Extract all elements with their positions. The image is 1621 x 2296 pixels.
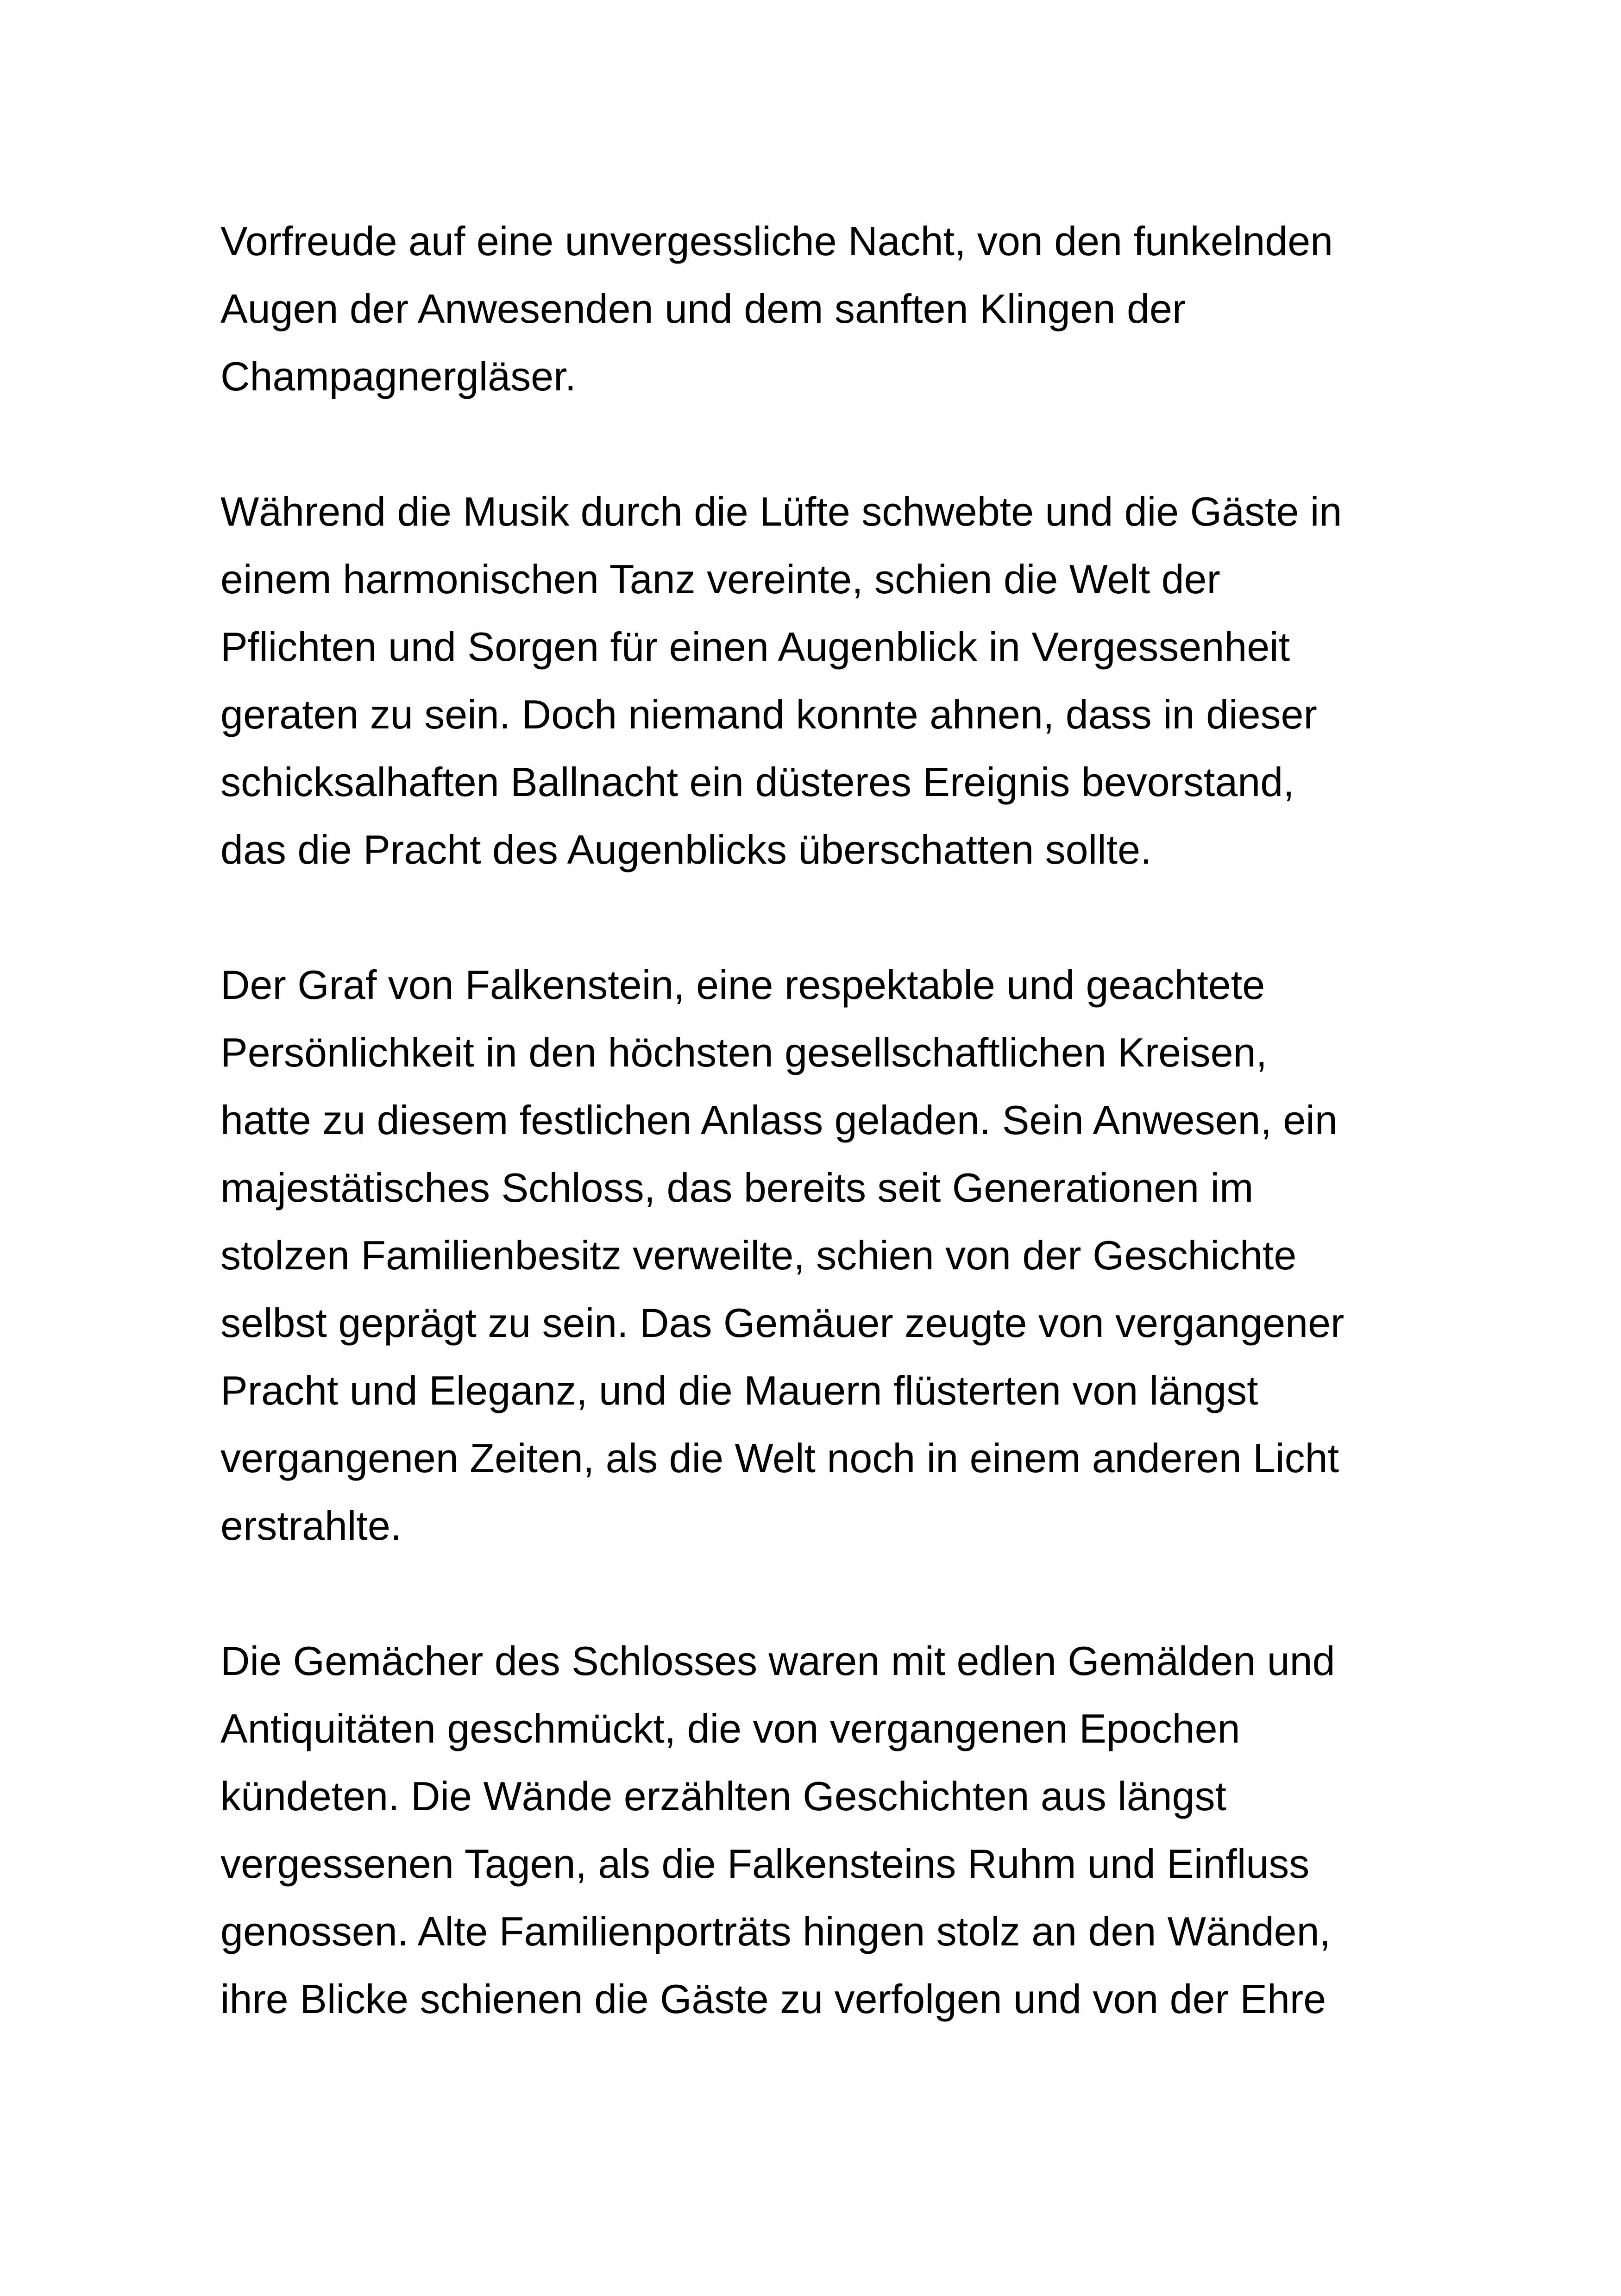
- text-line: Augen der Anwesenden und dem sanften Klingen der: [220, 286, 1186, 332]
- text-line: vergangenen Zeiten, als die Welt noch in einem anderen Licht: [220, 1435, 1339, 1481]
- text-line: das die Pracht des Augenblicks überschatten sollte.: [220, 827, 1152, 872]
- text-line: hatte zu diesem festlichen Anlass geladen. Sein Anwesen, ein: [220, 1097, 1338, 1143]
- paragraph-2: [220, 478, 1448, 884]
- text-line: selbst geprägt zu sein. Das Gemäuer zeugte von vergangener: [220, 1300, 1345, 1346]
- text-line: Antiquitäten geschmückt, die von vergangenen Epochen: [220, 1706, 1240, 1751]
- text-line: kündeten. Die Wände erzählten Geschichten aus längst: [220, 1773, 1226, 1819]
- text-line: vergessenen Tagen, als die Falkensteins Ruhm und Einfluss: [220, 1841, 1310, 1887]
- text-line: geraten zu sein. Doch niemand konnte ahnen, dass in dieser: [220, 691, 1317, 737]
- text-line: Pracht und Eleganz, und die Mauern flüsterten von längst: [220, 1368, 1258, 1413]
- text-line: Pflichten und Sorgen für einen Augenblick in Vergessenheit: [220, 624, 1290, 670]
- text-line: Der Graf von Falkenstein, eine respektable und geachtete: [220, 962, 1265, 1008]
- text-line: ihre Blicke schienen die Gäste zu verfolgen und von der Ehre: [220, 1976, 1326, 2022]
- paragraph-1: [220, 207, 1448, 410]
- text-line: genossen. Alte Familienporträts hingen stolz an den Wänden,: [220, 1908, 1331, 1954]
- text-line: Persönlichkeit in den höchsten gesellschaftlichen Kreisen,: [220, 1029, 1267, 1075]
- text-line: majestätisches Schloss, das bereits seit Generationen im: [220, 1165, 1254, 1211]
- text-line: Die Gemächer des Schlosses waren mit edlen Gemälden und: [220, 1638, 1335, 1684]
- text-line: stolzen Familienbesitz verweilte, schien von der Geschichte: [220, 1232, 1297, 1278]
- document-body: [220, 207, 1448, 2033]
- text-line: Während die Musik durch die Lüfte schwebte und die Gäste in: [220, 489, 1342, 534]
- text-line: schicksalhaften Ballnacht ein düsteres Ereignis bevorstand,: [220, 759, 1294, 805]
- paragraph-4: [220, 1627, 1448, 2033]
- text-line: Champagnergläser.: [220, 353, 577, 399]
- text-line: Vorfreude auf eine unvergessliche Nacht, von den funkelnden: [220, 218, 1333, 264]
- paragraph-3: [220, 951, 1448, 1560]
- text-line: erstrahlte.: [220, 1503, 402, 1549]
- text-line: einem harmonischen Tanz vereinte, schien die Welt der: [220, 556, 1220, 602]
